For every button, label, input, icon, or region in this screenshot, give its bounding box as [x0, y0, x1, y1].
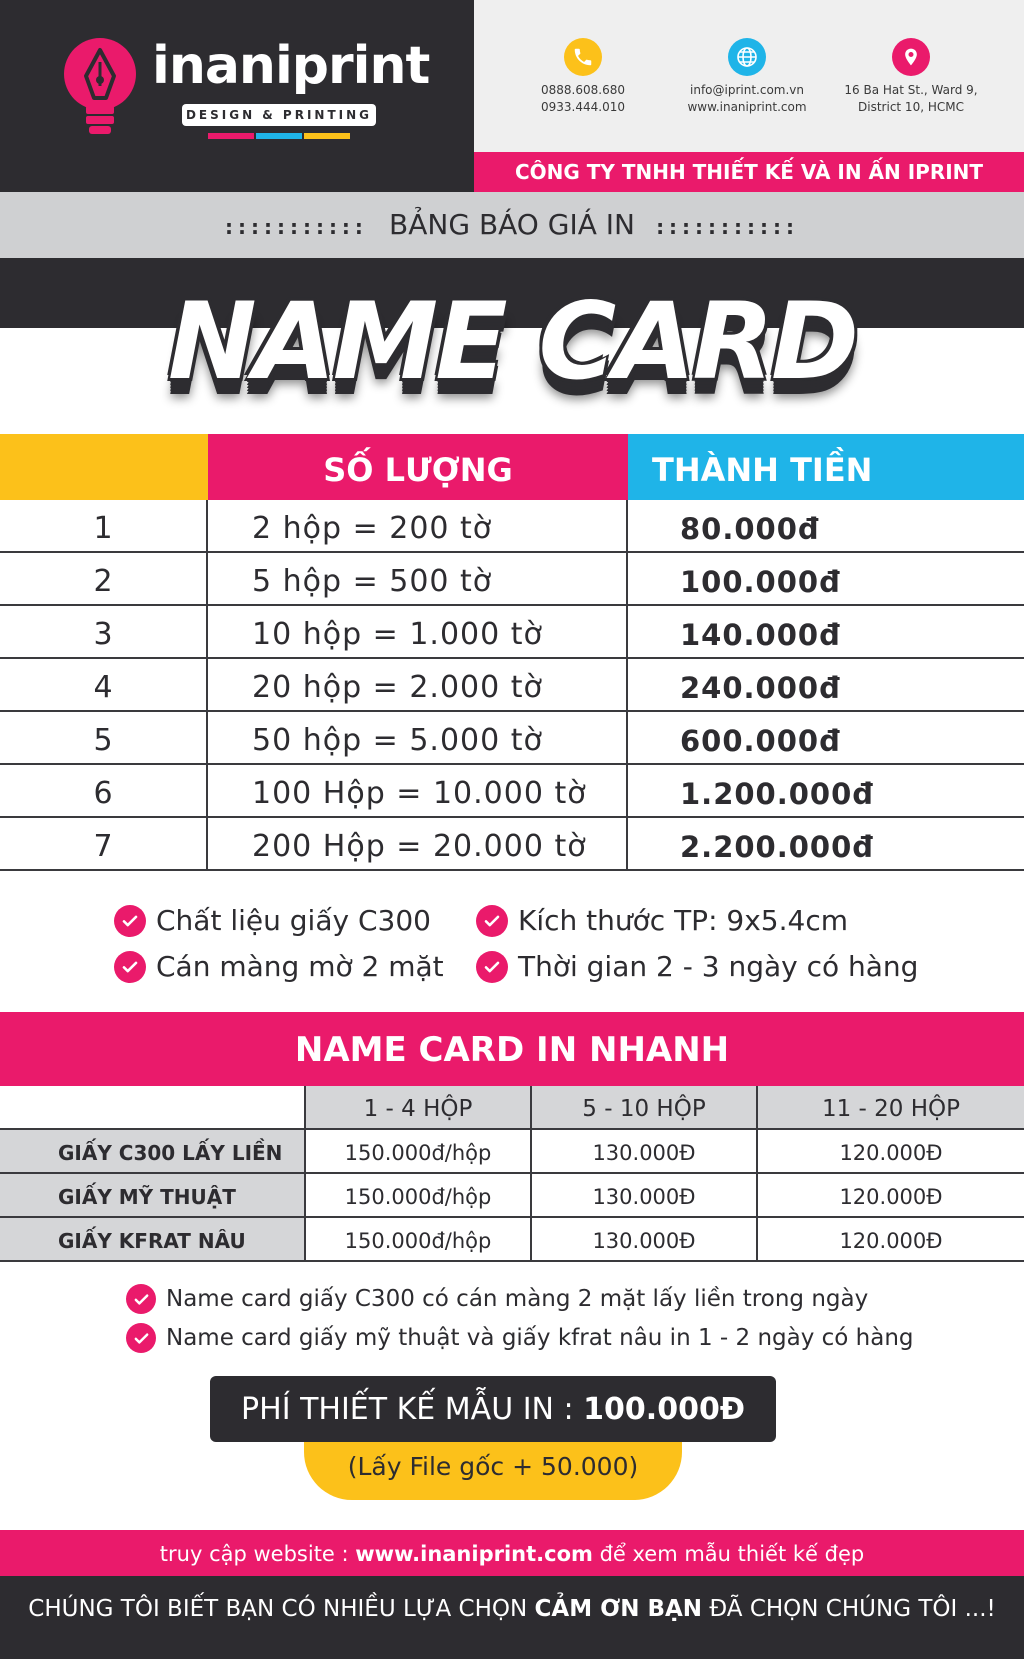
row-price: 80.000đ [680, 512, 820, 546]
contact-panel [474, 0, 1024, 152]
feature-item [114, 904, 431, 937]
page-title: NAME CARD [168, 280, 856, 403]
feature-text: Cán màng mờ 2 mặt [156, 950, 444, 983]
table-row [0, 606, 1024, 659]
check-circle-icon [114, 951, 146, 983]
feature-text: Chất liệu giấy C300 [156, 904, 431, 937]
design-fee-amount: 100.000Đ [583, 1392, 745, 1427]
thanks-band [0, 1576, 1024, 1659]
phone-line-2: 0933.444.010 [541, 100, 625, 114]
website-prefix: truy cập website : [159, 1542, 356, 1566]
brand-panel [0, 0, 474, 192]
website-band [0, 1530, 1024, 1576]
thanks-suffix: ĐÃ CHỌN CHÚNG TÔI ...! [702, 1596, 996, 1622]
brand-color-bars [208, 133, 350, 139]
paper-type: GIẤY MỸ THUẬT [0, 1174, 306, 1216]
row-number: 2 [0, 553, 208, 604]
lightbulb-pen-nib-icon [62, 36, 138, 142]
check-circle-icon [476, 905, 508, 937]
header-tier-2: 5 - 10 HỘP [532, 1086, 758, 1128]
feature-text: Thời gian 2 - 3 ngày có hàng [518, 950, 919, 983]
contact-web [662, 38, 832, 116]
fast-section-title: NAME CARD IN NHANH [0, 1012, 1024, 1086]
price-table [0, 434, 1024, 871]
subtitle: BẢNG BÁO GIÁ IN [389, 208, 635, 241]
table-row [0, 818, 1024, 871]
thanks-bold: CẢM ƠN BẠN [534, 1596, 703, 1622]
table-row [0, 765, 1024, 818]
row-number: 6 [0, 765, 208, 816]
check-circle-icon [126, 1323, 156, 1353]
subtitle-band [0, 192, 1024, 258]
price-tier-1: 150.000đ/hộp [306, 1218, 532, 1260]
row-quantity: 50 hộp = 5.000 tờ [208, 712, 628, 763]
table-row [0, 659, 1024, 712]
website-suffix: để xem mẫu thiết kế đẹp [592, 1542, 865, 1566]
email-text: info@iprint.com.vn [690, 83, 804, 97]
address-line-2: District 10, HCMC [858, 100, 964, 114]
address-line-1: 16 Ba Hat St., Ward 9, [844, 83, 978, 97]
header-tier-3: 11 - 20 HỘP [758, 1086, 1024, 1128]
brand-tagline: DESIGN & PRINTING [182, 104, 376, 126]
note-item [126, 1323, 914, 1353]
row-price: 2.200.000đ [680, 830, 875, 864]
price-tier-3: 120.000Đ [839, 1229, 943, 1253]
price-table-header [0, 434, 1024, 500]
row-price: 240.000đ [680, 671, 841, 705]
row-number: 7 [0, 818, 208, 869]
row-price: 600.000đ [680, 724, 841, 758]
design-fee-label: PHÍ THIẾT KẾ MẪU IN : [241, 1392, 584, 1427]
row-quantity: 200 Hộp = 20.000 tờ [208, 818, 628, 869]
price-tier-3: 120.000Đ [839, 1141, 943, 1165]
row-quantity: 100 Hộp = 10.000 tờ [208, 765, 628, 816]
table-row [0, 1218, 1024, 1262]
website-link[interactable]: www.inaniprint.com [355, 1542, 593, 1566]
fast-table-header [0, 1086, 1024, 1130]
thanks-prefix: CHÚNG TÔI BIẾT BẠN CÓ NHIỀU LỰA CHỌN [28, 1596, 535, 1622]
table-row [0, 500, 1024, 553]
phone-icon [564, 38, 602, 76]
row-number: 1 [0, 500, 208, 551]
phone-line-1: 0888.608.680 [541, 83, 625, 97]
feature-item [476, 904, 848, 937]
note-text: Name card giấy mỹ thuật và giấy kfrat nâu in 1 - 2 ngày có hàng [166, 1325, 914, 1351]
contact-address [826, 38, 996, 116]
header-index-cell [0, 434, 208, 500]
row-price: 140.000đ [680, 618, 841, 652]
row-price: 1.200.000đ [680, 777, 875, 811]
header-tier-1: 1 - 4 HỘP [306, 1086, 532, 1128]
price-tier-2: 130.000Đ [532, 1218, 758, 1260]
header-quantity: SỐ LƯỢNG [208, 434, 628, 500]
row-number: 5 [0, 712, 208, 763]
paper-type: GIẤY KFRAT NÂU [0, 1218, 306, 1260]
table-row [0, 1130, 1024, 1174]
fast-notes [126, 1284, 914, 1362]
check-circle-icon [126, 1284, 156, 1314]
row-price: 100.000đ [680, 565, 841, 599]
row-quantity: 5 hộp = 500 tờ [208, 553, 628, 604]
row-quantity: 2 hộp = 200 tờ [208, 500, 628, 551]
fast-price-table [0, 1086, 1024, 1262]
feature-item [476, 950, 918, 983]
feature-list [0, 900, 1024, 1000]
table-row [0, 712, 1024, 765]
globe-icon [728, 38, 766, 76]
paper-type: GIẤY C300 LẤY LIỀN [0, 1130, 306, 1172]
price-tier-2: 130.000Đ [532, 1174, 758, 1216]
header-price: THÀNH TIỀN [628, 434, 1024, 500]
row-quantity: 10 hộp = 1.000 tờ [208, 606, 628, 657]
row-number: 3 [0, 606, 208, 657]
header [0, 0, 1024, 192]
price-tier-3: 120.000Đ [839, 1185, 943, 1209]
feature-text: Kích thước TP: 9x5.4cm [518, 904, 848, 937]
table-row [0, 553, 1024, 606]
row-number: 4 [0, 659, 208, 710]
feature-item [114, 950, 444, 983]
subtitle-dots-right: ::::::::::: [656, 215, 800, 239]
check-circle-icon [476, 951, 508, 983]
note-text: Name card giấy C300 có cán màng 2 mặt lấy liền trong ngày [166, 1286, 869, 1312]
design-fee-note: (Lấy File gốc + 50.000) [347, 1452, 639, 1481]
row-quantity: 20 hộp = 2.000 tờ [208, 659, 628, 710]
header-empty-cell [0, 1086, 306, 1128]
note-item [126, 1284, 914, 1314]
website-text: www.inaniprint.com [687, 100, 807, 114]
price-tier-1: 150.000đ/hộp [306, 1130, 532, 1172]
check-circle-icon [114, 905, 146, 937]
table-row [0, 1174, 1024, 1218]
price-tier-1: 150.000đ/hộp [306, 1174, 532, 1216]
contact-phone [498, 38, 668, 116]
brand-name: inaniprint [152, 36, 430, 96]
design-fee-box [210, 1376, 776, 1442]
company-name: CÔNG TY TNHH THIẾT KẾ VÀ IN ẤN IPRINT [474, 152, 1024, 192]
price-tier-2: 130.000Đ [532, 1130, 758, 1172]
map-pin-icon [892, 38, 930, 76]
subtitle-dots-left: ::::::::::: [224, 215, 368, 239]
